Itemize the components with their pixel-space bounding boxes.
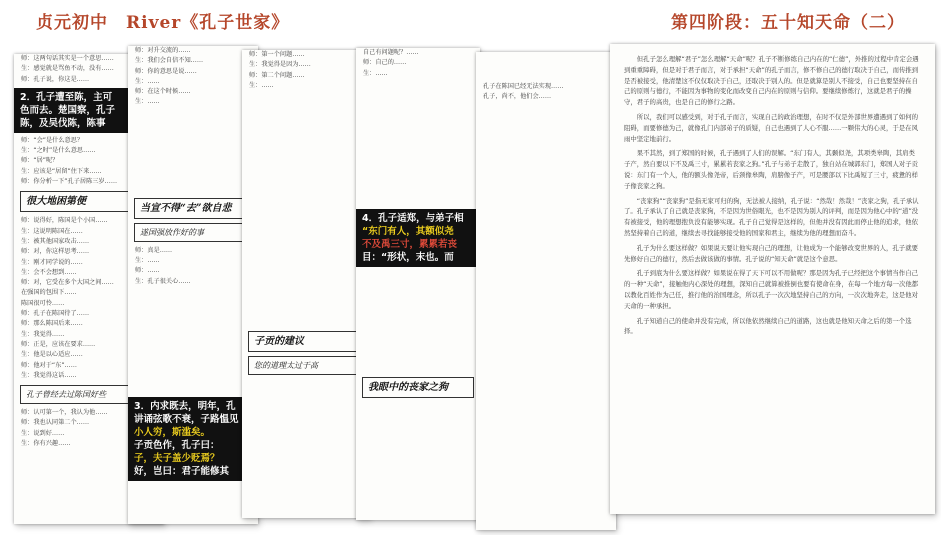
page-2 — [128, 46, 258, 524]
handwritten-note: 您的道理太过于高 — [248, 356, 364, 375]
excerpt-line: 子，夫子盖少贬焉？ — [134, 452, 220, 464]
excerpt-line: 子贡色作，孔子曰： — [134, 439, 220, 451]
handwritten-note: 子贡的建议 — [248, 331, 364, 352]
text-line: 生：…… — [135, 77, 160, 85]
excerpt-block — [356, 209, 480, 267]
excerpt-line: 3．内求既去，明年，孔 — [134, 400, 236, 412]
handwritten-note: 当宣不得“去”欲自悲 — [134, 198, 252, 219]
text-line: 生：孔子很关心…… — [135, 277, 191, 285]
text-line: 生：会不会想到…… — [21, 268, 77, 276]
excerpt-line: 好，岂曰：君子能修其 — [134, 465, 230, 477]
excerpt-line: “东门有人，其额似尧 — [362, 225, 454, 237]
excerpt-block — [128, 397, 258, 481]
text-line: 师：第二个问题…… — [249, 71, 305, 79]
text-line: 在强国的包围下…… — [21, 289, 77, 297]
text-line: 师：对，你这样思考…… — [21, 248, 90, 256]
text-line: 孔子，尚不，他们会…… — [483, 93, 552, 101]
paragraph: 但孔子怎么理解“君子”怎么理解“天命”呢？孔子不断修练自己内在的“仁德”，外推的过程中肯定会遇到重重障碍，但是对于君子而言，对于承担“天命”的孔子而言，修不修自己的德行取决于自己，而传推到是否被接受，他清楚这不仅仅取决于自己，还取决于别人的。但是就算是别人不接受，自己也要坚持在自己的原则与德行，不能因为事物的变化而改变自己内在的原则与信仰。要继续修炼行，这就是君子的操守，君子的高贵，也是自己的修行之路。 — [624, 55, 919, 107]
text-line: 师：“会”是什么意思？ — [21, 136, 84, 144]
handwritten-note: 遂国强放作好的事 — [134, 223, 252, 242]
course-title: 贞元初中 River《孔子世家》 — [36, 13, 290, 33]
paragraph: 孔子到底为什么要这样做？如果说在得了天下可以不用做呢？那是因为孔子已经把这个事情当作自己的一种“天命”，接触他内心深处的理想，深知自己就算被推倒也要有使命在身，在每一个地方每一次他都以教化百姓作为己任，推行他的治国理念，所以孔子一次次地坚持自己的方向，一次次地奔走，这是他对天命的一种承担。 — [624, 269, 919, 310]
text-line: 师：他对于“东”…… — [21, 361, 77, 369]
text-line: 生：…… — [363, 69, 388, 77]
paragraph: 孔子为什么要这样做？如果说天要让他实现自己的理想，让他成为一个能够改变世界的人，孔子就要先修好自己的德行，然后去做该做的事情。孔子说的“知天命”就是这个意思。 — [624, 243, 918, 263]
text-line: 自己有问题呢？…… — [363, 49, 419, 56]
excerpt-line: 目：“形状，末也。而 — [362, 251, 454, 263]
text-line: 师：对，它受在多个大国之间…… — [21, 279, 114, 287]
text-line: 师：这两句话其实是一个意思…… — [21, 55, 114, 62]
text-line: 师：第一个问题…… — [249, 51, 305, 58]
text-line: 生：…… — [249, 81, 274, 89]
paragraph: 果不其然，到了郑国的时候，孔子遇到了人们的误解。“东门有人，其颡似尧，其项类皋陶，其肩类子产，然自要以下不及禹三寸，累累若丧家之狗。”孔子与弟子走散了，独自站在城郭东门，郑国人对子贡说：东门有一个人，他的额头像尧帝，后颈像皋陶，肩膀像子产，可是腰部以下比禹短了三寸，疲惫的样子像丧家之狗。 — [624, 149, 919, 190]
text-line: 师：自己的…… — [363, 59, 407, 67]
text-line: 生：我觉得这话…… — [21, 371, 77, 379]
stage-title: 第四阶段：五十知天命（二） — [671, 13, 905, 33]
text-line: 生：说到好…… — [21, 429, 65, 437]
text-line: 师：认可第一个，我认为他…… — [21, 409, 108, 417]
text-line: 师：真是…… — [135, 246, 173, 254]
excerpt-line: 不及禹三寸，累累若丧 — [362, 238, 458, 250]
text-line: 生：我们会自信不知…… — [135, 57, 204, 65]
page-3 — [242, 50, 370, 518]
text-line: 师：我也认同第二个…… — [21, 419, 90, 427]
text-line: 生：被其他国家攻击…… — [21, 237, 90, 245]
text-line: 生：应该是“居留”住下来…… — [21, 167, 102, 175]
text-line: 孔子在陈国已经无法实现…… — [483, 83, 564, 90]
text-line: 生：他是以心适应…… — [21, 351, 83, 359]
text-line: 生：感觉就是骂鱼不动，没有…… — [21, 65, 114, 73]
paragraph: 所以，我们可以感受到，对于孔子而言，实现自己的政治理想，在时不仅是外部世界遭遇到了如何的阻碍，而要修德为己，就像孔门内部弟子的质疑，自己也遇到了人心不服……一颗伟大的心灵，于是在风雨中坚定地前行。 — [624, 112, 918, 143]
paragraph: “丧家狗”“丧家狗”是指无家可归的狗，无法被人接纳，孔子说：“然哉！然哉！”丧家之狗，孔子承认了。孔子承认了自己就是丧家狗，不是因为世俗眼光，也不是因为别人的评判，而是因为他心中的“道”没有被接受，他的理想抱负没有能够实现。孔子自己觉得是这样的，但他并没有因此而停止他的追求，他依然坚持着自己的道，继续去寻找能够接受他的国家和君主，继续为他的理想而奋斗。 — [624, 196, 919, 237]
handwritten-note: 孔子曾经去过陈国好些 — [20, 385, 158, 404]
text-line: 师：…… — [135, 267, 160, 275]
page-5 — [476, 52, 616, 530]
text-line: 生：我觉得是因为…… — [249, 61, 311, 69]
excerpt-line: 色而去。楚国察，孔子 — [20, 104, 116, 116]
text-line: 师：正是，应该在要求…… — [21, 340, 96, 348]
excerpt-line: 陈，及吴伐陈，陈事 — [20, 117, 106, 129]
text-line: 师：说得好，陈国是个小国…… — [21, 217, 108, 225]
text-line: 师：你分析一下”孔子居陈三岁…… — [21, 178, 118, 186]
text-line: 师：在这个时候…… — [135, 88, 191, 96]
text-line: 陈国很可怜…… — [21, 299, 65, 307]
text-line: 师：你的意思是说…… — [135, 67, 197, 75]
page-4 — [356, 48, 480, 520]
text-line: 师：对升交流的…… — [135, 47, 191, 54]
text-line: 生：我觉得…… — [21, 330, 65, 338]
text-line: 生：你有兴趣…… — [21, 440, 71, 448]
page-6 — [610, 44, 935, 514]
handwritten-note: 很大地困第便 — [20, 191, 158, 212]
text-line: 生：…… — [135, 98, 160, 106]
collage — [0, 40, 941, 535]
text-line: 生：刚才同学说的…… — [21, 258, 83, 266]
excerpt-line: 4．孔子适郑，与弟子相 — [362, 212, 464, 224]
text-line: 生：…… — [135, 257, 160, 265]
text-line: 师：“居”呢？ — [21, 157, 59, 165]
text-line: 师：那么陈国后来…… — [21, 320, 83, 328]
text-line: 生：“之时”是什么意思…… — [21, 147, 96, 155]
text-line: 生：这说明陈国在…… — [21, 227, 83, 235]
handwritten-note: 我眼中的丧家之狗 — [362, 377, 474, 398]
text-line: 师：孔子说，你这是…… — [21, 75, 90, 83]
excerpt-line: 讲诵弦歌不衰，子路愠见 — [134, 413, 239, 425]
paragraph: 孔子知道自己的使命并没有完成，所以他依然继续自己的道路，这也就是他知天命之后的第一个选择。 — [624, 316, 912, 336]
excerpt-line: 2．孔子遭至陈，主可 — [20, 91, 113, 103]
excerpt-line: 小人穷，斯滥矣。 — [134, 426, 211, 438]
text-line: 师：孔子在陈国待了…… — [21, 310, 90, 318]
